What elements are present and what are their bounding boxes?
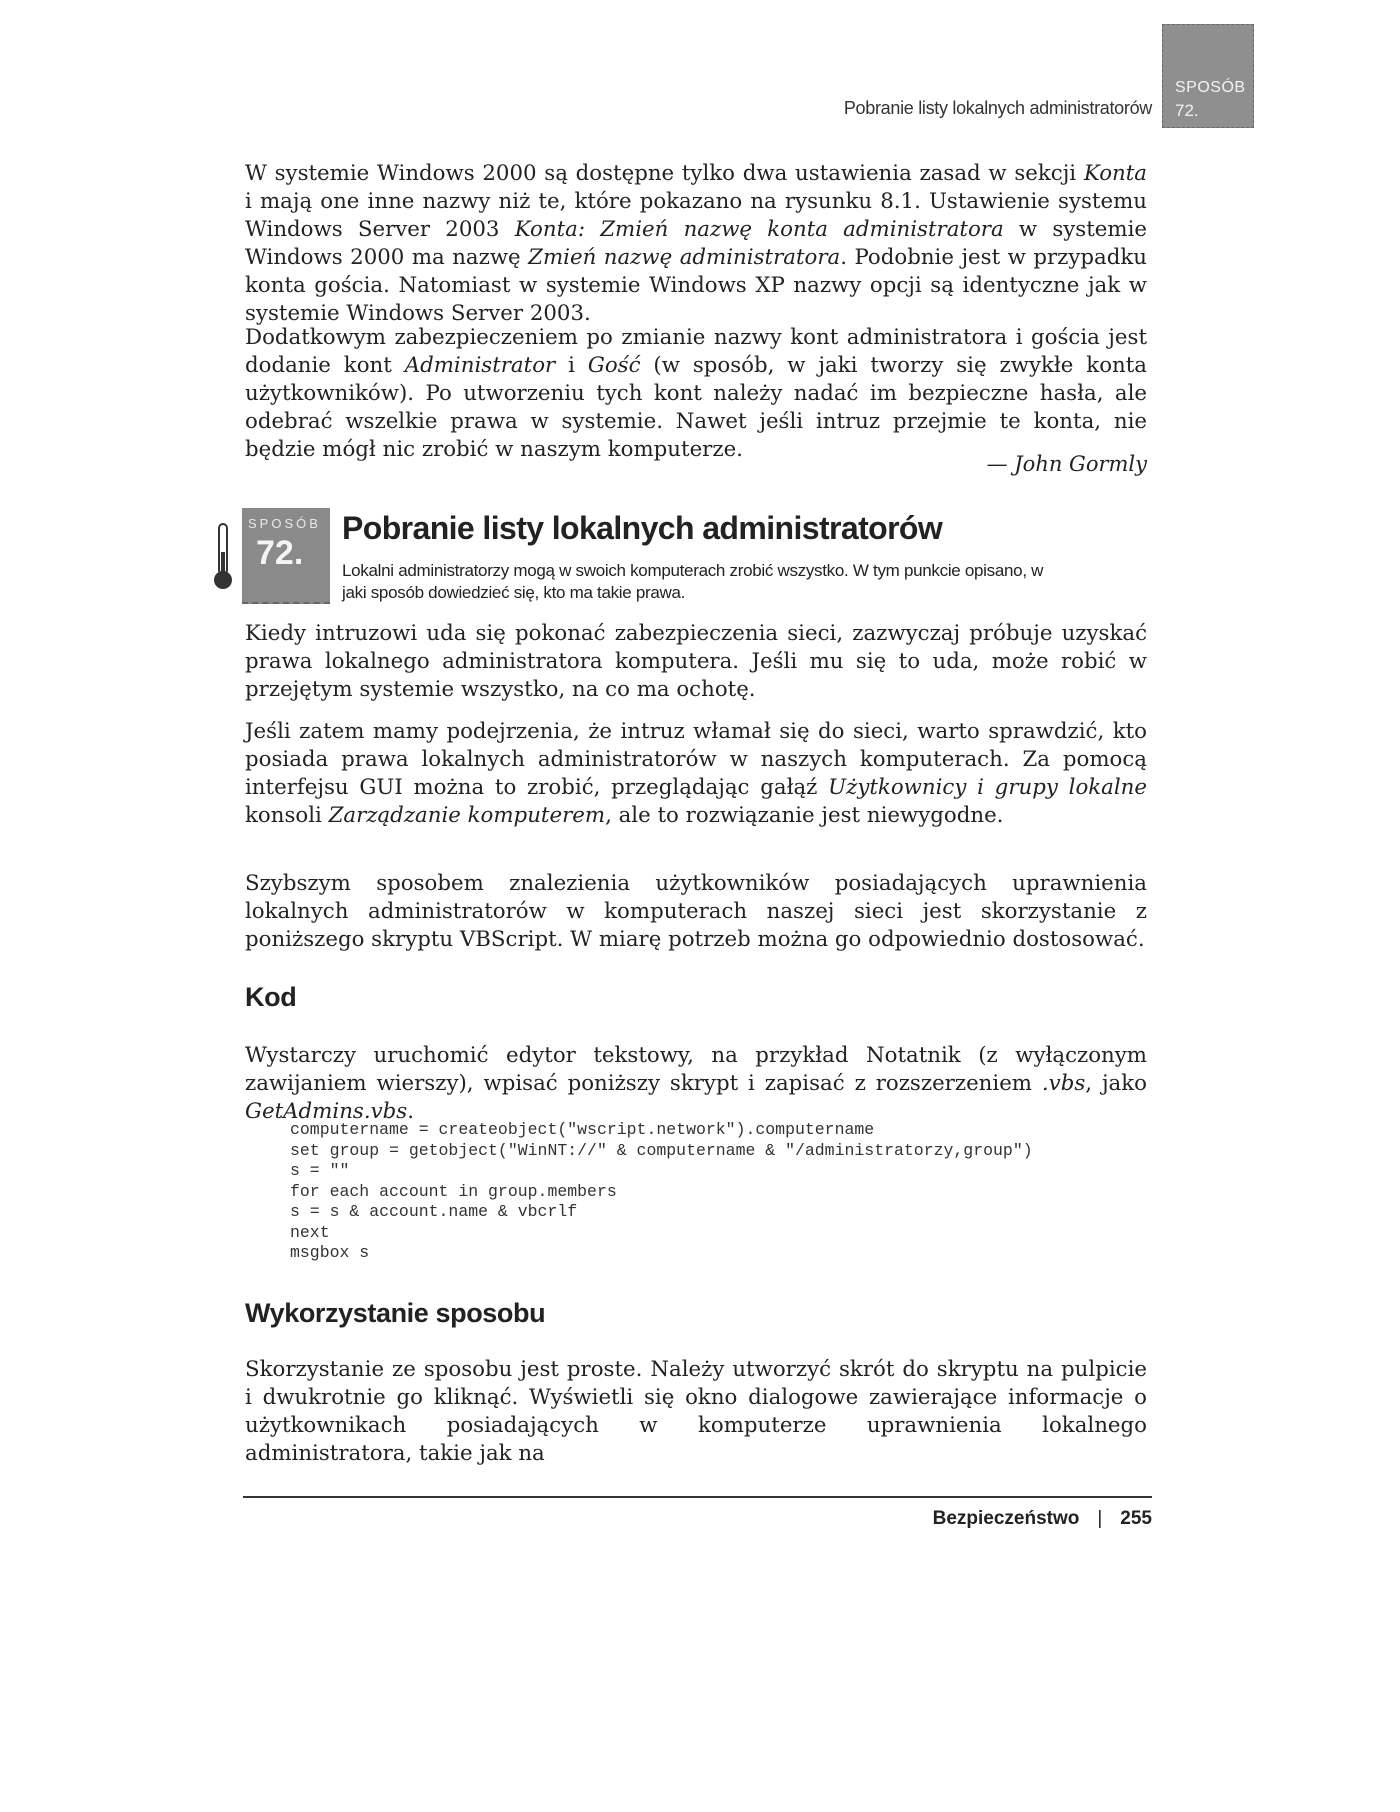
- hack-badge: [242, 508, 330, 604]
- footer-chapter: Bezpieczeństwo: [932, 1508, 1080, 1529]
- italic-run: GetAdmins.vbs: [245, 1099, 408, 1124]
- italic-run: Konta: Zmień nazwę konta administratora: [514, 217, 1004, 242]
- paragraph: [245, 870, 1147, 954]
- page-number: 255: [1120, 1508, 1152, 1529]
- italic-run: Administrator: [404, 353, 556, 378]
- text-run: i mają one inne nazwy niż te, które pokazano na rysunku 8.1. Ustawienie systemu Windows Server 2003: [245, 189, 1147, 242]
- badge-number: 72.: [256, 534, 304, 572]
- tab-label: SPOSÓB: [1175, 79, 1246, 96]
- hack-description: Lokalni administratorzy mogą w swoich komputerach zrobić wszystko. W tym punkcie opisano, w jaki sposób dowiedzieć się, kto ma takie prawa.: [342, 561, 1044, 602]
- italic-run: .vbs: [1041, 1071, 1086, 1096]
- footer-rule: [243, 1496, 1152, 1498]
- body-paragraph-3: [245, 870, 1147, 954]
- text-run: konsoli: [245, 803, 329, 828]
- text-run: w systemie Windows 2000 ma nazwę: [245, 217, 1147, 270]
- code-listing: computername = createobject("wscript.network").computername set group = getobject("WinNT://" & computername & "/administratorzy,group") s = "" for each account in group.members s = s & account.name & vbcrlf next msgbox s: [290, 1120, 1033, 1262]
- intro-paragraph-1: [245, 160, 1147, 328]
- running-title: Pobranie listy lokalnych administratorów: [843, 98, 1152, 118]
- text-run: , ale to rozwiązanie jest niewygodne.: [605, 803, 1004, 828]
- text-run: Wystarczy uruchomić edytor tekstowy, na przykład Notatnik (z wyłączonym zawijaniem wierszy), wpisać poniższy skrypt i zapisać z rozszerzeniem: [245, 1043, 1147, 1096]
- paragraph: [245, 160, 1147, 328]
- hack-title: Pobranie listy lokalnych administratorów: [342, 510, 943, 546]
- text-run: (w sposób, w jaki tworzy się zwykłe konta użytkowników). Po utworzeniu tych kont należy nadać im bezpieczne hasła, ale odebrać wszelkie prawa w systemie. Nawet jeśli intruz przejmie te konta, nie będzie mógł nic zrobić w naszym komputerze.: [245, 353, 1147, 462]
- text-run: Skorzystanie ze sposobu jest proste. Należy utworzyć skrót do skryptu na pulpicie i dwukrotnie go kliknąć. Wyświetli się okno dialogowe zawierające informacje o użytkownikach posiadających w komputerze uprawnienia lokalnego administratora, takie jak na: [245, 1357, 1147, 1466]
- italic-run: Konta: [1083, 161, 1147, 186]
- paragraph: [245, 324, 1147, 464]
- hack-header: [212, 508, 1152, 608]
- text-run: Szybszym sposobem znalezienia użytkowników posiadających uprawnienia lokalnych administratorów w komputerach naszej sieci jest skorzystanie z poniższego skryptu VBScript. W miarę potrzeb można go odpowiednio dostosować.: [245, 871, 1147, 952]
- paragraph: [245, 1356, 1147, 1468]
- usage-paragraph: [245, 1356, 1147, 1468]
- thermometer-icon: [212, 522, 234, 592]
- footer: [800, 1508, 1152, 1530]
- text-run: Kiedy intruzowi uda się pokonać zabezpieczenia sieci, zazwyczaj próbuje uzyskać prawa lokalnego administratora komputera. Jeśli mu się to uda, może robić w przejętym systemie wszystko, na co ma ochotę.: [245, 621, 1147, 702]
- body-paragraph-1: [245, 620, 1147, 704]
- chapter-tab: [1162, 24, 1254, 128]
- italic-run: Zmień nazwę administratora: [528, 245, 841, 270]
- section-heading-usage: Wykorzystanie sposobu: [245, 1298, 546, 1328]
- footer-separator: |: [1097, 1508, 1103, 1529]
- paragraph: [245, 1042, 1147, 1126]
- tab-number: 72.: [1175, 101, 1199, 120]
- paragraph: [245, 620, 1147, 704]
- text-run: .: [407, 1099, 414, 1124]
- section-heading-code: Kod: [245, 982, 297, 1012]
- body-paragraph-2: [245, 718, 1147, 830]
- italic-run: Użytkownicy i grupy lokalne: [828, 775, 1147, 800]
- italic-run: Gość: [587, 353, 641, 378]
- text-run: Dodatkowym zabezpieczeniem po zmianie nazwy kont administratora i gościa jest dodanie kont: [245, 325, 1147, 378]
- code-intro-paragraph: [245, 1042, 1147, 1126]
- intro-paragraph-2: [245, 324, 1147, 464]
- text-run: . Podobnie jest w przypadku konta gościa. Natomiast w systemie Windows XP nazwy opcji są identyczne jak w systemie Windows Server 2003.: [245, 245, 1147, 326]
- text-run: i: [555, 353, 588, 378]
- paragraph: [245, 718, 1147, 830]
- italic-run: Zarządzanie komputerem: [328, 803, 606, 828]
- text-run: , jako: [1085, 1071, 1147, 1096]
- attribution: — John Gormly: [986, 452, 1147, 476]
- text-run: W systemie Windows 2000 są dostępne tylko dwa ustawienia zasad w sekcji: [245, 161, 1084, 186]
- badge-label: SPOSÓB: [248, 516, 321, 531]
- text-run: Jeśli zatem mamy podejrzenia, że intruz włamał się do sieci, warto sprawdzić, kto posiada prawa lokalnych administratorów w naszych komputerach. Za pomocą interfejsu GUI można to zrobić, przeglądając gałąź: [245, 719, 1147, 800]
- attribution-block: [245, 452, 1147, 476]
